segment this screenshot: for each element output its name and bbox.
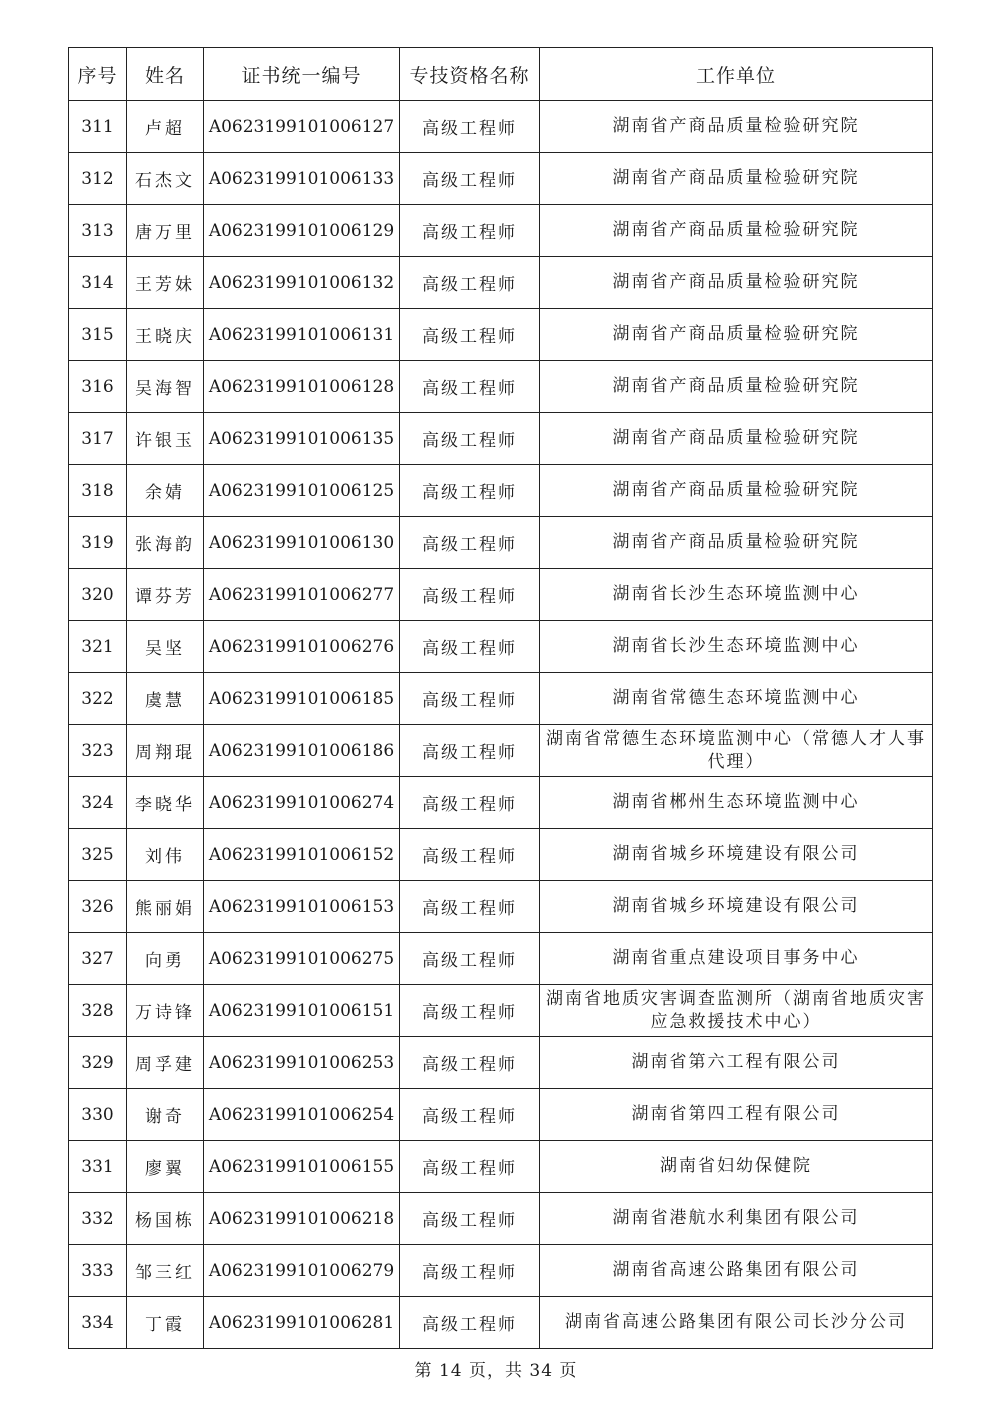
table-row <box>69 257 933 309</box>
table-row <box>69 933 933 985</box>
cell-unit: 湖南省产商品质量检验研究院 <box>540 309 933 361</box>
roster-table <box>68 47 933 1349</box>
cell-unit: 湖南省郴州生态环境监测中心 <box>540 777 933 829</box>
cell-cert: A0623199101006133 <box>204 153 400 205</box>
cell-unit: 湖南省产商品质量检验研究院 <box>540 465 933 517</box>
cell-num: 317 <box>69 413 127 465</box>
table-row <box>69 361 933 413</box>
cell-unit: 湖南省第六工程有限公司 <box>540 1037 933 1089</box>
table-row <box>69 673 933 725</box>
header-row <box>69 48 933 101</box>
table-row <box>69 985 933 1037</box>
cell-unit: 湖南省产商品质量检验研究院 <box>540 153 933 205</box>
cell-name: 吴海智 <box>127 361 204 413</box>
table-row <box>69 569 933 621</box>
cell-unit: 湖南省长沙生态环境监测中心 <box>540 569 933 621</box>
cell-unit: 湖南省港航水利集团有限公司 <box>540 1193 933 1245</box>
table-row <box>69 725 933 777</box>
table-row <box>69 1297 933 1349</box>
cell-unit: 湖南省第四工程有限公司 <box>540 1089 933 1141</box>
table-row <box>69 829 933 881</box>
cell-qual: 高级工程师 <box>400 361 540 413</box>
cell-unit: 湖南省地质灾害调查监测所（湖南省地质灾害应急救援技术中心） <box>540 985 933 1037</box>
cell-cert: A0623199101006276 <box>204 621 400 673</box>
table-row <box>69 1245 933 1297</box>
cell-cert: A0623199101006129 <box>204 205 400 257</box>
cell-unit: 湖南省产商品质量检验研究院 <box>540 257 933 309</box>
table-row <box>69 413 933 465</box>
cell-unit: 湖南省长沙生态环境监测中心 <box>540 621 933 673</box>
cell-qual: 高级工程师 <box>400 1193 540 1245</box>
cell-qual: 高级工程师 <box>400 205 540 257</box>
cell-name: 廖翼 <box>127 1141 204 1193</box>
cell-qual: 高级工程师 <box>400 725 540 777</box>
cell-cert: A0623199101006275 <box>204 933 400 985</box>
cell-cert: A0623199101006132 <box>204 257 400 309</box>
cell-cert: A0623199101006155 <box>204 1141 400 1193</box>
cell-cert: A0623199101006151 <box>204 985 400 1037</box>
cell-qual: 高级工程师 <box>400 1245 540 1297</box>
cell-qual: 高级工程师 <box>400 621 540 673</box>
cell-num: 322 <box>69 673 127 725</box>
cell-num: 311 <box>69 101 127 153</box>
cell-unit: 湖南省重点建设项目事务中心 <box>540 933 933 985</box>
cell-qual: 高级工程师 <box>400 933 540 985</box>
cell-cert: A0623199101006274 <box>204 777 400 829</box>
cell-num: 327 <box>69 933 127 985</box>
table-row <box>69 517 933 569</box>
cell-qual: 高级工程师 <box>400 257 540 309</box>
roster-sheet <box>68 47 932 1349</box>
cell-num: 332 <box>69 1193 127 1245</box>
cell-qual: 高级工程师 <box>400 153 540 205</box>
cell-num: 313 <box>69 205 127 257</box>
cell-qual: 高级工程师 <box>400 413 540 465</box>
header-cert: 证书统一编号 <box>204 48 400 101</box>
cell-name: 唐万里 <box>127 205 204 257</box>
cell-num: 320 <box>69 569 127 621</box>
cell-num: 324 <box>69 777 127 829</box>
cell-name: 许银玉 <box>127 413 204 465</box>
cell-name: 刘伟 <box>127 829 204 881</box>
cell-qual: 高级工程师 <box>400 1297 540 1349</box>
table-body <box>69 101 933 1349</box>
table-row <box>69 1089 933 1141</box>
cell-name: 张海韵 <box>127 517 204 569</box>
cell-name: 李晓华 <box>127 777 204 829</box>
cell-unit: 湖南省产商品质量检验研究院 <box>540 361 933 413</box>
table-row <box>69 101 933 153</box>
cell-num: 329 <box>69 1037 127 1089</box>
cell-unit: 湖南省常德生态环境监测中心（常德人才人事代理） <box>540 725 933 777</box>
cell-qual: 高级工程师 <box>400 1089 540 1141</box>
cell-name: 向勇 <box>127 933 204 985</box>
table-row <box>69 1141 933 1193</box>
cell-name: 邹三红 <box>127 1245 204 1297</box>
cell-cert: A0623199101006279 <box>204 1245 400 1297</box>
cell-num: 314 <box>69 257 127 309</box>
cell-name: 万诗锋 <box>127 985 204 1037</box>
cell-name: 周孚建 <box>127 1037 204 1089</box>
cell-unit: 湖南省城乡环境建设有限公司 <box>540 829 933 881</box>
cell-num: 315 <box>69 309 127 361</box>
table-row <box>69 1193 933 1245</box>
cell-cert: A0623199101006185 <box>204 673 400 725</box>
cell-cert: A0623199101006127 <box>204 101 400 153</box>
cell-name: 虞慧 <box>127 673 204 725</box>
cell-cert: A0623199101006135 <box>204 413 400 465</box>
cell-num: 316 <box>69 361 127 413</box>
cell-cert: A0623199101006152 <box>204 829 400 881</box>
cell-num: 325 <box>69 829 127 881</box>
cell-unit: 湖南省产商品质量检验研究院 <box>540 517 933 569</box>
cell-qual: 高级工程师 <box>400 777 540 829</box>
cell-name: 王芳妹 <box>127 257 204 309</box>
cell-qual: 高级工程师 <box>400 673 540 725</box>
cell-num: 331 <box>69 1141 127 1193</box>
cell-num: 330 <box>69 1089 127 1141</box>
cell-qual: 高级工程师 <box>400 309 540 361</box>
cell-qual: 高级工程师 <box>400 985 540 1037</box>
cell-name: 熊丽娟 <box>127 881 204 933</box>
cell-qual: 高级工程师 <box>400 1037 540 1089</box>
cell-num: 321 <box>69 621 127 673</box>
cell-name: 余婧 <box>127 465 204 517</box>
cell-num: 326 <box>69 881 127 933</box>
page-number: 第 14 页，共 34 页 <box>414 1361 578 1381</box>
cell-cert: A0623199101006131 <box>204 309 400 361</box>
cell-unit: 湖南省常德生态环境监测中心 <box>540 673 933 725</box>
cell-name: 杨国栋 <box>127 1193 204 1245</box>
cell-num: 318 <box>69 465 127 517</box>
cell-name: 周翔琨 <box>127 725 204 777</box>
cell-unit: 湖南省产商品质量检验研究院 <box>540 205 933 257</box>
cell-cert: A0623199101006125 <box>204 465 400 517</box>
cell-unit: 湖南省高速公路集团有限公司 <box>540 1245 933 1297</box>
cell-name: 丁霞 <box>127 1297 204 1349</box>
cell-cert: A0623199101006281 <box>204 1297 400 1349</box>
cell-num: 333 <box>69 1245 127 1297</box>
cell-unit: 湖南省产商品质量检验研究院 <box>540 413 933 465</box>
cell-qual: 高级工程师 <box>400 517 540 569</box>
table-row <box>69 777 933 829</box>
table-row <box>69 205 933 257</box>
table-row <box>69 881 933 933</box>
cell-cert: A0623199101006153 <box>204 881 400 933</box>
table-row <box>69 1037 933 1089</box>
cell-qual: 高级工程师 <box>400 569 540 621</box>
cell-num: 328 <box>69 985 127 1037</box>
cell-qual: 高级工程师 <box>400 465 540 517</box>
cell-unit: 湖南省城乡环境建设有限公司 <box>540 881 933 933</box>
cell-name: 谢奇 <box>127 1089 204 1141</box>
cell-qual: 高级工程师 <box>400 881 540 933</box>
cell-name: 吴坚 <box>127 621 204 673</box>
cell-cert: A0623199101006128 <box>204 361 400 413</box>
cell-unit: 湖南省妇幼保健院 <box>540 1141 933 1193</box>
cell-cert: A0623199101006218 <box>204 1193 400 1245</box>
header-num: 序号 <box>69 48 127 101</box>
cell-unit: 湖南省高速公路集团有限公司长沙分公司 <box>540 1297 933 1349</box>
header-qual: 专技资格名称 <box>400 48 540 101</box>
cell-cert: A0623199101006277 <box>204 569 400 621</box>
cell-qual: 高级工程师 <box>400 829 540 881</box>
cell-name: 卢超 <box>127 101 204 153</box>
table-row <box>69 309 933 361</box>
cell-num: 312 <box>69 153 127 205</box>
cell-num: 323 <box>69 725 127 777</box>
table-row <box>69 621 933 673</box>
cell-cert: A0623199101006130 <box>204 517 400 569</box>
cell-name: 谭芬芳 <box>127 569 204 621</box>
cell-qual: 高级工程师 <box>400 101 540 153</box>
cell-name: 王晓庆 <box>127 309 204 361</box>
cell-cert: A0623199101006253 <box>204 1037 400 1089</box>
cell-cert: A0623199101006186 <box>204 725 400 777</box>
cell-unit: 湖南省产商品质量检验研究院 <box>540 101 933 153</box>
table-row <box>69 465 933 517</box>
cell-qual: 高级工程师 <box>400 1141 540 1193</box>
header-unit: 工作单位 <box>540 48 933 101</box>
cell-cert: A0623199101006254 <box>204 1089 400 1141</box>
cell-num: 334 <box>69 1297 127 1349</box>
table-row <box>69 153 933 205</box>
cell-num: 319 <box>69 517 127 569</box>
header-name: 姓名 <box>127 48 204 101</box>
cell-name: 石杰文 <box>127 153 204 205</box>
